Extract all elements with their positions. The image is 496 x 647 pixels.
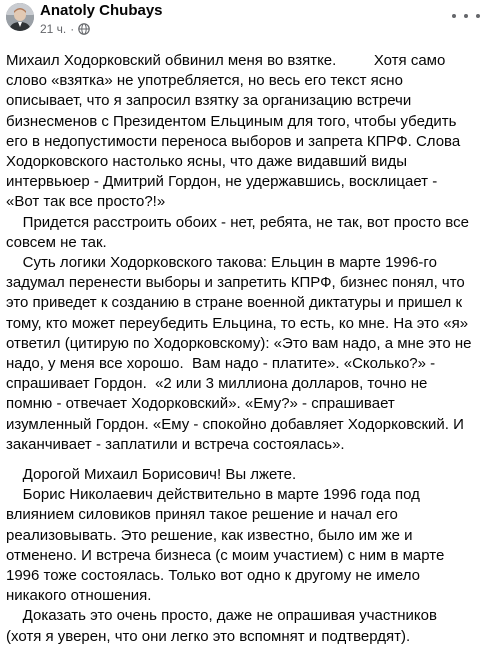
post-paragraph: Придется расстроить обоих - нет, ребята, не так, вот просто все совсем не так. bbox=[6, 213, 469, 251]
more-dot bbox=[464, 14, 468, 18]
post-timestamp[interactable]: 21 ч. bbox=[40, 22, 67, 36]
more-dot bbox=[476, 14, 480, 18]
more-dot bbox=[452, 14, 456, 18]
post-paragraph: Суть логики Ходорковского такова: Ельцин в марте 1996-го задумал перенести выборы и запретить КПРФ, бизнес понял, что это приведет к созданию в стране военной диктатуры и пришел к тому, кто может переубедить Ельцина, то есть, ко мне. На это «я» ответил (цитирую по Ходорковскому): «Это вам надо, а мне это не надо, у меня все хорошо. Вам надо - платите». «Сколько?» - спрашивает Гордон. «2 или 3 миллиона долларов, точно не помню - отвечает Ходорковский». «Ему?» - спрашивает изумленный Гордон. «Ему - спокойно добавляет Ходорковский. И заканчивает - заплатили и встреча состоялась». bbox=[6, 254, 472, 453]
post-header bbox=[0, 0, 496, 44]
author-name[interactable]: Anatoly Chubays bbox=[40, 2, 163, 19]
more-options-icon[interactable] bbox=[452, 6, 480, 26]
avatar[interactable] bbox=[6, 3, 34, 31]
post-body bbox=[6, 51, 492, 647]
globe-icon[interactable] bbox=[78, 23, 90, 35]
post-meta bbox=[40, 22, 90, 36]
post-paragraph: Дорогой Михаил Борисович! Вы лжете. Борис Николаевич действительно в марте 1996 года под влиянием силовиков принял такое решение и начал его реализовывать. Это решение, как известно, было им же и отменено. И встреча бизнеса (с моим участием) с ним в марте 1996 тоже состоялась. Только вот одно к другому не имело никакого отношения. Доказать это очень просто, даже не опрашивая участников (хотя я уверен, что они легко это вспомнят и подтвердят). bbox=[6, 466, 445, 645]
avatar-photo bbox=[6, 3, 34, 31]
meta-separator: · bbox=[70, 22, 75, 36]
post-paragraph: Михаил Ходорковский обвинил меня во взятке. Хотя само слово «взятка» не употребляется, но весь его текст ясно описывает, что я запросил взятку за организацию встречи бизнесменов с Президентом Ельциным для того, чтобы убедить его в недопустимости переноса выборов и запрета КПРФ. Слова Ходорковского настолько ясны, что даже видавший виды интервьюер - Дмитрий Гордон, не удержавшись, восклицает - «Вот так все просто?!» bbox=[6, 52, 461, 211]
